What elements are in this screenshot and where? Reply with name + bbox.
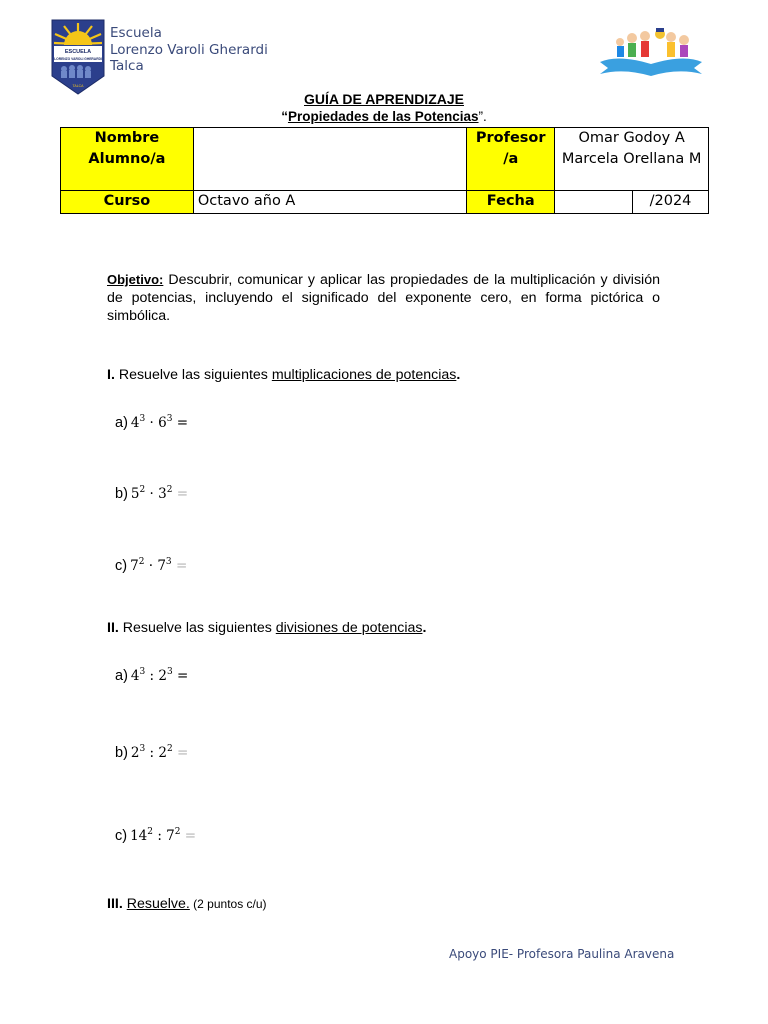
document-title: GUÍA DE APRENDIZAJE — [304, 91, 464, 107]
exponent-2: 2 — [166, 744, 173, 754]
objective-paragraph — [107, 271, 660, 325]
section-1-topic: multiplicaciones de potencias — [271, 367, 457, 383]
exponent-1: 3 — [139, 667, 146, 677]
base-1: 7 — [130, 558, 139, 574]
section-1-heading — [107, 367, 460, 383]
exercise-1a — [115, 414, 188, 431]
section-3-topic: Resuelve. — [126, 896, 190, 912]
exercise-1b — [115, 485, 188, 502]
equals-sign: = — [184, 828, 197, 844]
exercise-label: a) — [115, 415, 128, 431]
exercise-2b — [115, 744, 188, 761]
student-info-table — [60, 127, 709, 214]
base-1: 4 — [130, 415, 140, 431]
exponent-1: 2 — [138, 557, 145, 567]
logo-text-line2: LORENZO VAROLI GHERARDI — [54, 57, 102, 61]
section-1-prefix: Resuelve las siguientes — [114, 367, 272, 383]
section-2-number: II. — [107, 620, 119, 636]
name-label: Nombre Alumno/a — [61, 128, 194, 191]
school-name — [110, 25, 268, 75]
equals-sign: = — [176, 415, 189, 431]
document-subtitle — [0, 109, 768, 124]
school-name-line2: Lorenzo Varoli Gherardi — [110, 41, 268, 58]
subtitle-close: ”. — [478, 109, 487, 124]
section-2-prefix: Resuelve las siguientes — [118, 620, 276, 636]
operator: : — [157, 828, 162, 844]
section-3-heading — [107, 896, 267, 912]
objective-text: Descubrir, comunicar y aplicar las propiedades de la multiplicación y división de potencias, incluyendo el significado del exponente cero, en forma pictórica o simbólica. — [107, 272, 660, 324]
pie-program-logo — [598, 24, 704, 80]
subtitle-open-quote: “ — [281, 109, 288, 124]
exponent-2: 2 — [174, 827, 181, 837]
base-2: 3 — [158, 486, 167, 502]
exponent-1: 2 — [147, 827, 154, 837]
date-day-field[interactable] — [555, 191, 633, 214]
exercise-2a — [115, 667, 188, 684]
school-name-line1: Escuela — [110, 25, 162, 41]
exercise-label: c) — [115, 558, 128, 574]
base-1: 4 — [130, 668, 140, 684]
logo-text-line1: ESCUELA — [64, 49, 92, 55]
exponent-1: 2 — [139, 485, 146, 495]
exercise-label: b) — [115, 486, 128, 502]
info-row-name — [61, 128, 709, 191]
exponent-2: 3 — [166, 667, 173, 677]
section-3-note: (2 puntos c/u) — [189, 897, 267, 911]
course-label: Curso — [61, 191, 194, 214]
section-3-number: III. — [107, 896, 123, 912]
school-name-line3: Talca — [110, 58, 144, 74]
section-2-topic: divisiones de potencias — [275, 620, 423, 636]
section-2-suffix: . — [422, 620, 427, 636]
exercise-1c — [115, 557, 187, 574]
footer-credit: Apoyo PIE- Profesora Paulina Aravena — [449, 947, 675, 961]
date-label: Fecha — [467, 191, 555, 214]
operator: : — [149, 745, 155, 761]
exponent-1: 3 — [139, 414, 146, 424]
name-field[interactable] — [193, 128, 466, 191]
info-row-course — [61, 191, 709, 214]
equals-sign: = — [175, 558, 188, 574]
base-1: 2 — [130, 745, 140, 761]
base-2: 2 — [158, 668, 167, 684]
section-1-suffix: . — [456, 367, 461, 383]
course-value: Octavo año A — [193, 191, 466, 214]
subtitle-text: Propiedades de las Potencias — [287, 109, 479, 124]
operator: : — [149, 668, 155, 684]
exercise-2c — [115, 827, 196, 844]
objective-label: Objetivo: — [107, 272, 164, 287]
exercise-label: b) — [115, 745, 128, 761]
exercise-label: a) — [115, 668, 128, 684]
exponent-2: 3 — [166, 414, 173, 424]
operator: · — [148, 558, 154, 574]
logo-text-line3: TALCA — [72, 84, 84, 88]
exercise-label: c) — [115, 828, 128, 844]
base-2: 2 — [158, 745, 167, 761]
equals-sign: = — [176, 486, 189, 502]
equals-sign: = — [177, 745, 189, 761]
base-2: 6 — [158, 415, 167, 431]
equals-sign: = — [177, 668, 189, 684]
exponent-2: 2 — [166, 485, 173, 495]
base-2: 7 — [166, 828, 175, 844]
section-1-number: I. — [107, 367, 115, 383]
base-2: 7 — [157, 558, 166, 574]
date-year: /2024 — [633, 191, 709, 214]
school-logo — [50, 18, 106, 96]
operator: · — [149, 415, 154, 431]
exponent-1: 3 — [139, 744, 146, 754]
teacher-label: Profesor /a — [467, 128, 555, 191]
exponent-2: 3 — [165, 557, 172, 567]
operator: · — [149, 486, 154, 502]
base-1: 5 — [130, 486, 140, 502]
teacher-value: Omar Godoy A Marcela Orellana M — [555, 128, 709, 191]
base-1: 14 — [130, 828, 148, 844]
section-2-heading — [107, 620, 426, 636]
